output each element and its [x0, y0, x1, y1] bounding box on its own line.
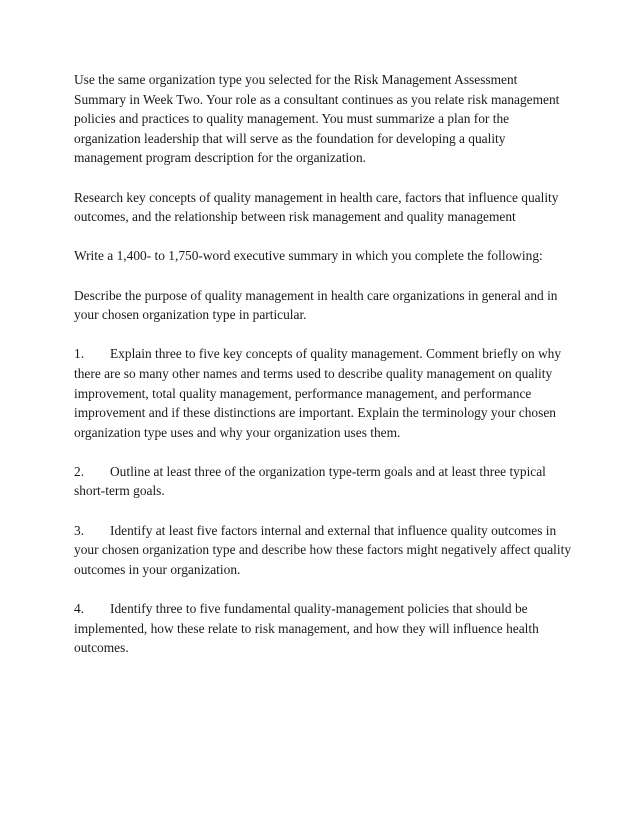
list-item-text: Identify three to five fundamental quality-management policies that should be implemented, how these relate to risk management, and how they will influence health outcomes.	[74, 601, 539, 656]
list-item-4	[74, 599, 572, 658]
list-item-2	[74, 462, 572, 501]
research-paragraph: Research key concepts of quality management in health care, factors that influence quality outcomes, and the relationship between risk management and quality management	[74, 189, 559, 225]
list-item-3	[74, 521, 572, 580]
list-item-number: 1.	[74, 346, 85, 362]
intro-paragraph: Use the same organization type you selected for the Risk Management Assessment Summary in Week Two. Your role as a consultant continues as you relate risk management policies and practices to quality management. You must summarize a plan for the organization leadership that will serve as the foundation for developing a quality management program description for the organization.	[74, 72, 560, 166]
list-item-number: 2.	[74, 463, 85, 479]
list-item-text: Outline at least three of the organization type-term goals and at least three typical short-term goals.	[74, 463, 546, 499]
purpose-paragraph: Describe the purpose of quality management in health care organizations in general and in your chosen organization type in particular.	[74, 287, 558, 323]
list-item-1	[74, 344, 572, 442]
list-item-number: 4.	[74, 601, 85, 617]
list-item-text: Identify at least five factors internal and external that influence quality outcomes in your chosen organization type and describe how these factors might negatively affect quality outcomes in your organization.	[74, 522, 572, 577]
list-item-text: Explain three to five key concepts of quality management. Comment briefly on why there are so many other names and terms used to describe quality management on quality improvement, total quality management, performance management, and performance improvement and if these distinctions are important. Explain the terminology your chosen organization type uses and why your organization uses them.	[74, 346, 562, 440]
list-item-number: 3.	[74, 522, 85, 538]
document-body	[74, 70, 572, 677]
instructions-paragraph: Write a 1,400- to 1,750-word executive summary in which you complete the following:	[74, 248, 543, 264]
